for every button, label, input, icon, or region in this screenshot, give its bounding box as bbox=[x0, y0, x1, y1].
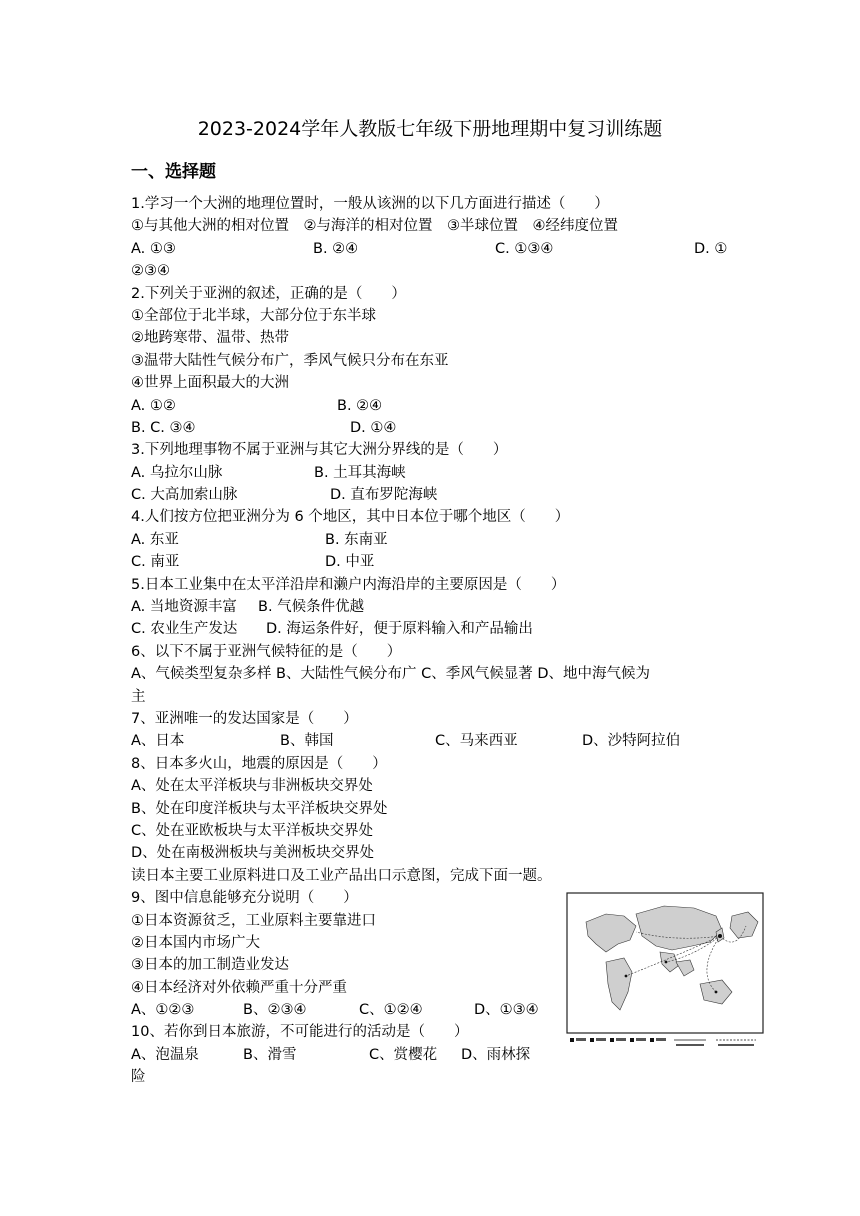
line-text: 7、亚洲唯一的发达国家是（ ） bbox=[131, 710, 358, 727]
line-text: B. C. ③④ bbox=[131, 419, 196, 436]
option-text: C、①②④ bbox=[359, 1002, 423, 1019]
text-line bbox=[131, 596, 731, 618]
document-title: 2023-2024学年人教版七年级下册地理期中复习训练题 bbox=[197, 118, 663, 140]
option-text: D、雨林探 bbox=[461, 1046, 531, 1063]
text-line bbox=[131, 238, 731, 260]
line-text: C、处在亚欧板块与太平洋板块交界处 bbox=[131, 822, 374, 839]
text-line bbox=[131, 1066, 731, 1088]
line-text: ④世界上面积最大的大洲 bbox=[131, 375, 289, 392]
text-line bbox=[131, 798, 731, 820]
line-text: ②地跨寒带、温带、热带 bbox=[131, 330, 289, 347]
option-text: B、②③④ bbox=[243, 1002, 307, 1019]
line-text: A. 东亚 bbox=[131, 531, 179, 548]
text-line bbox=[131, 865, 731, 887]
option-text: D、沙特阿拉伯 bbox=[582, 733, 681, 750]
line-text: 5.日本工业集中在太平洋沿岸和濑户内海沿岸的主要原因是（ ） bbox=[131, 576, 566, 593]
line-text: 3.下列地理事物不属于亚洲与其它大洲分界线的是（ ） bbox=[131, 442, 508, 459]
line-text: 8、日本多火山，地震的原因是（ ） bbox=[131, 755, 387, 772]
line-text: ③日本的加工制造业发达 bbox=[131, 957, 289, 974]
line-text: A. 乌拉尔山脉 bbox=[131, 464, 223, 481]
line-text: ①与其他大洲的相对位置 ②与海洋的相对位置 ③半球位置 ④经纬度位置 bbox=[131, 218, 618, 235]
option-text: B. 东南亚 bbox=[325, 531, 388, 548]
line-text: 主 bbox=[131, 688, 146, 705]
option-text: B. 土耳其海峡 bbox=[314, 464, 406, 481]
line-text: A、处在太平洋板块与非洲板块交界处 bbox=[131, 778, 373, 795]
text-line bbox=[131, 663, 731, 685]
section-heading: 一、选择题 bbox=[131, 162, 216, 182]
line-text: ②③④ bbox=[131, 263, 170, 280]
option-text: C、赏樱花 bbox=[369, 1046, 438, 1063]
text-line bbox=[131, 686, 731, 708]
line-text: 1.学习一个大洲的地理位置时，一般从该洲的以下几方面进行描述（ ） bbox=[131, 196, 609, 212]
text-line bbox=[131, 708, 731, 730]
line-text: 读日本主要工业原料进口及工业产品出口示意图，完成下面一题。 bbox=[131, 867, 552, 884]
text-line bbox=[131, 327, 731, 349]
text-line bbox=[131, 283, 731, 305]
text-line bbox=[131, 215, 731, 237]
text-line bbox=[131, 820, 731, 842]
line-text: B、处在印度洋板块与太平洋板块交界处 bbox=[131, 800, 388, 817]
option-text: B、滑雪 bbox=[243, 1046, 297, 1063]
option-text: C、马来西亚 bbox=[435, 733, 518, 750]
line-text: 9、图中信息能够充分说明（ ） bbox=[131, 890, 358, 907]
line-text: ②日本国内市场广大 bbox=[131, 934, 260, 951]
option-text: D、①③④ bbox=[474, 1002, 539, 1019]
text-line bbox=[131, 730, 731, 752]
line-text: A. ①② bbox=[131, 397, 176, 414]
option-text: B. 气候条件优越 bbox=[258, 599, 365, 616]
text-line bbox=[131, 641, 731, 663]
text-line bbox=[131, 506, 731, 528]
option-text: C. ①③④ bbox=[495, 240, 554, 257]
text-line bbox=[131, 551, 731, 573]
line-text: C. 南亚 bbox=[131, 554, 180, 571]
line-text: A、泡温泉 bbox=[131, 1046, 199, 1063]
text-line bbox=[131, 439, 731, 461]
text-line bbox=[131, 193, 731, 215]
option-text: B、韩国 bbox=[280, 733, 334, 750]
line-text: A、日本 bbox=[131, 733, 185, 750]
line-text: A、①②③ bbox=[131, 1002, 195, 1019]
line-text: ③温带大陆性气候分布广，季风气候只分布在东亚 bbox=[131, 352, 449, 369]
text-line bbox=[131, 417, 731, 439]
text-line bbox=[131, 775, 731, 797]
line-text: ①全部位于北半球，大部分位于东半球 bbox=[131, 307, 376, 324]
option-text: B. ②④ bbox=[337, 397, 383, 414]
option-text: D. ① bbox=[694, 240, 728, 257]
option-text: D. 直布罗陀海峡 bbox=[330, 487, 438, 504]
japan-trade-map-figure bbox=[566, 892, 764, 1052]
text-line bbox=[131, 372, 731, 394]
text-line bbox=[131, 574, 731, 596]
text-line bbox=[131, 529, 731, 551]
line-text: 10、若你到日本旅游，不可能进行的活动是（ ） bbox=[131, 1024, 469, 1041]
text-line bbox=[131, 462, 731, 484]
line-text: A. 当地资源丰富 bbox=[131, 599, 237, 616]
line-text: C. 农业生产发达 bbox=[131, 621, 238, 638]
text-line bbox=[131, 395, 731, 417]
line-text: ④日本经济对外依赖严重十分严重 bbox=[131, 979, 347, 996]
text-line bbox=[131, 305, 731, 327]
line-text: D、处在南极洲板块与美洲板块交界处 bbox=[131, 845, 375, 862]
line-text: 6、以下不属于亚洲气候特征的是（ ） bbox=[131, 643, 402, 660]
option-text: B. ②④ bbox=[313, 240, 359, 257]
line-text: A. ①③ bbox=[131, 240, 176, 257]
line-text: 4.人们按方位把亚洲分为 6 个地区，其中日本位于哪个地区（ ） bbox=[131, 509, 570, 526]
text-line bbox=[131, 753, 731, 775]
option-text: D. 中亚 bbox=[325, 554, 375, 571]
text-line bbox=[131, 260, 731, 282]
text-line bbox=[131, 350, 731, 372]
text-line bbox=[131, 842, 731, 864]
option-text: D. ①④ bbox=[350, 419, 397, 436]
line-text: 险 bbox=[131, 1069, 146, 1086]
line-text: ①日本资源贫乏，工业原料主要靠进口 bbox=[131, 912, 376, 929]
text-line bbox=[131, 618, 731, 640]
option-text: D. 海运条件好，便于原料输入和产品输出 bbox=[266, 621, 533, 638]
line-text: C. 大高加索山脉 bbox=[131, 487, 238, 504]
text-line bbox=[131, 484, 731, 506]
line-text: A、气候类型复杂多样 B、大陆性气候分布广 C、季风气候显著 D、地中海气候为 bbox=[131, 666, 650, 683]
line-text: 2.下列关于亚洲的叙述，正确的是（ ） bbox=[131, 285, 406, 302]
